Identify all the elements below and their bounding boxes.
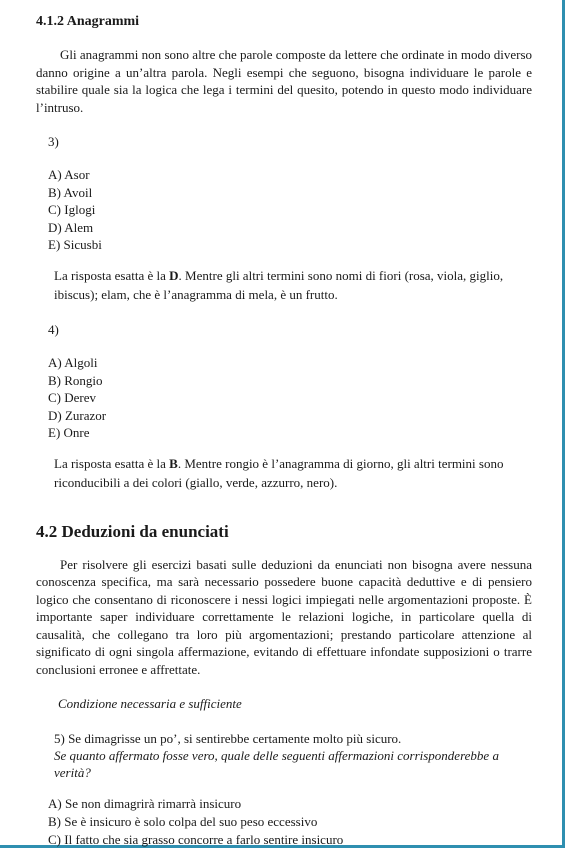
question-3-answer bbox=[54, 266, 532, 304]
page-content bbox=[36, 14, 532, 848]
option-item: D) Alem bbox=[48, 219, 94, 235]
answer-letter: B bbox=[169, 455, 178, 471]
subheading-condizione: Condizione necessaria e sufficiente bbox=[58, 696, 242, 712]
question-5 bbox=[54, 730, 532, 781]
section-heading-anagrammi: 4.1.2 Anagrammi bbox=[36, 14, 140, 29]
answer-text-pre: La risposta esatta è la bbox=[54, 455, 170, 471]
option-item: A) Se non dimagrirà rimarrà insicuro bbox=[48, 796, 242, 812]
deduzioni-intro-paragraph: Per risolvere gli esercizi basati sulle deduzioni da enunciati non bisogna avere nessuna conoscenza specifica, ma sarà necessario possedere buone capacità deduttive e di pensiero logico che consentano di riconoscere i nessi logici impiegati nelle argomentazioni proposte. È importante saper individuare correttamente le relazioni logiche, in particolare quella di causalità, che collegano tra loro più argomentazioni; prestando particolare attenzione al significato di ogni singola affermazione, evitando di effettuare infondate supposizioni o trarre conclusioni erronee e affrettate. bbox=[36, 556, 532, 677]
option-item: C) Il fatto che sia grasso concorre a farlo sentire insicuro bbox=[48, 831, 344, 847]
question-5-statement: 5) Se dimagrisse un po’, si sentirebbe certamente molto più sicuro. bbox=[54, 731, 402, 747]
option-item: C) Derev bbox=[48, 390, 97, 406]
answer-text-post: . Mentre gli altri termini sono nomi di fiori (rosa, viola, giglio, ibiscus); elam, che è l’anagramma di mela, è un frutto. bbox=[54, 267, 504, 302]
option-item: D) Zurazor bbox=[48, 407, 107, 423]
option-item: A) Algoli bbox=[48, 354, 98, 370]
anagrammi-intro-paragraph: Gli anagrammi non sono altre che parole composte da lettere che ordinate in modo diverso danno origine a un’altra parola. Negli esempi che seguono, bisogna individuare le parole e stabilire quale sia la logica che lega i termini del quesito, potendo in questo modo individuare l’intruso. bbox=[36, 47, 532, 115]
option-item: B) Rongio bbox=[48, 372, 103, 388]
question-3-number: 3) bbox=[48, 134, 59, 149]
question-4-answer bbox=[54, 454, 532, 492]
option-item: C) Iglogi bbox=[48, 202, 96, 218]
question-4-options bbox=[48, 354, 532, 442]
answer-letter: D bbox=[169, 267, 179, 283]
option-item: E) Onre bbox=[48, 425, 90, 441]
option-item: B) Se è insicuro è solo colpa del suo peso eccessivo bbox=[48, 814, 318, 830]
question-3-options bbox=[48, 166, 532, 254]
option-item: B) Avoil bbox=[48, 184, 93, 200]
answer-text-pre: La risposta esatta è la bbox=[54, 267, 170, 283]
question-5-prompt: Se quanto affermato fosse vero, quale delle seguenti affermazioni corrisponderebbe a verità? bbox=[54, 748, 499, 781]
option-item: E) Sicusbi bbox=[48, 237, 102, 253]
question-4-number: 4) bbox=[48, 321, 59, 337]
section-heading-deduzioni: 4.2 Deduzioni da enunciati bbox=[36, 521, 229, 541]
question-5-options bbox=[48, 795, 532, 848]
answer-text-post: . Mentre rongio è l’anagramma di giorno, gli altri termini sono riconducibili a dei colori (giallo, verde, azzurro, nero). bbox=[54, 455, 504, 490]
option-item: A) Asor bbox=[48, 167, 90, 182]
